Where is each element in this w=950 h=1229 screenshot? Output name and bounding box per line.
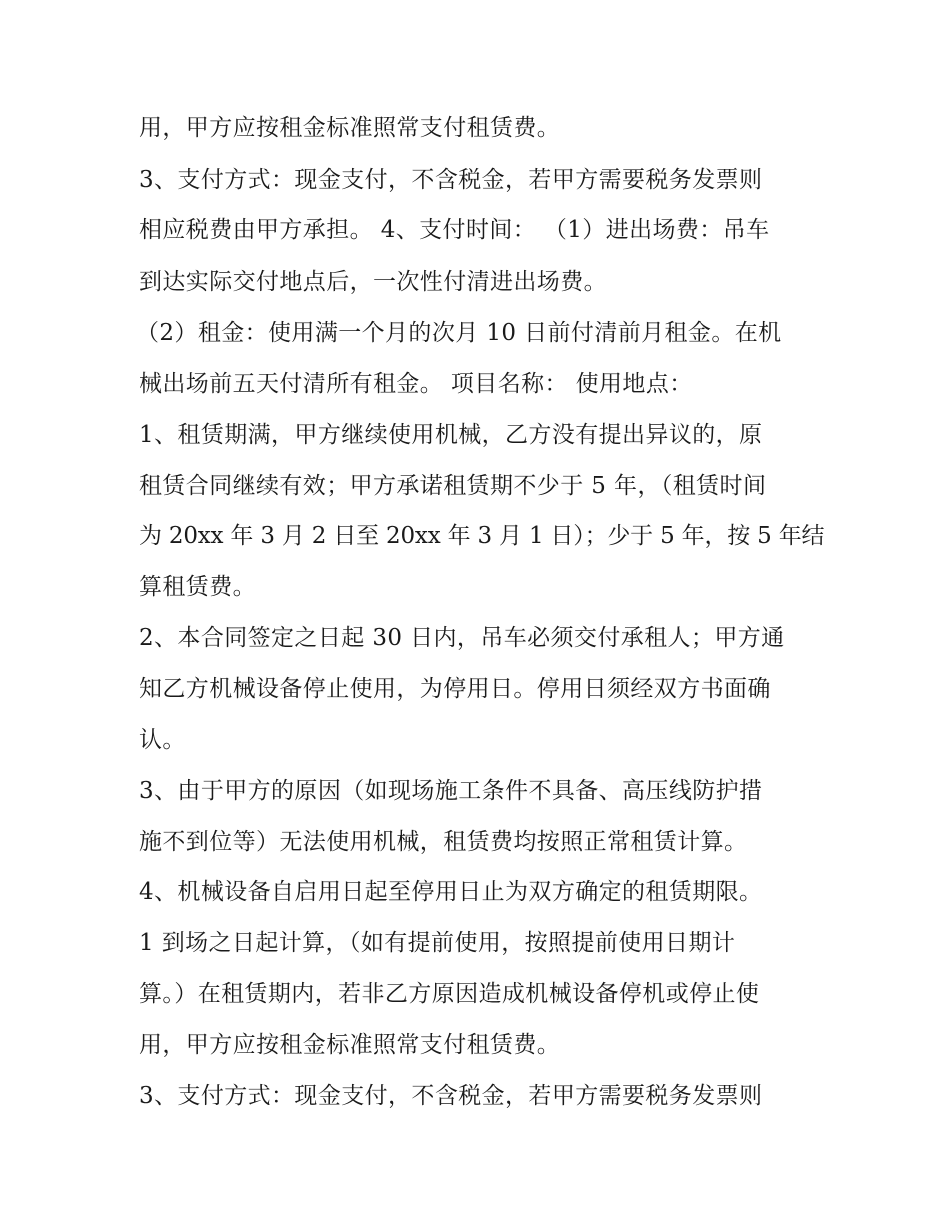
text-line: 1、租赁期满，甲方继续使用机械，乙方没有提出异议的，原 <box>139 422 763 448</box>
text-line: 3、支付方式：现金支付，不含税金，若甲方需要税务发票则 <box>139 167 763 193</box>
text-line: 相应税费由甲方承担。 4、支付时间： （1）进出场费：吊车 <box>139 217 770 243</box>
text-line: 算。）在租赁期内，若非乙方原因造成机械设备停机或停止使 <box>139 981 760 1007</box>
text-line: 到达实际交付地点后，一次性付清进出场费。 <box>139 269 607 295</box>
text-line: 3、由于甲方的原因（如现场施工条件不具备、高压线防护措 <box>139 778 763 804</box>
text-line: 械出场前五天付清所有租金。 项目名称： 使用地点： <box>139 371 693 397</box>
text-line: 2、本合同签定之日起 30 日内，吊车必须交付承租人；甲方通 <box>139 625 785 651</box>
text-line: 1 到场之日起计算，（如有提前使用，按照提前使用日期计 <box>139 930 736 956</box>
text-line: 用，甲方应按租金标准照常支付租赁费。 <box>139 1032 561 1058</box>
text-line: 4、机械设备自启用日起至停用日止为双方确定的租赁期限。 <box>139 879 763 905</box>
text-line: 3、支付方式：现金支付，不含税金，若甲方需要税务发票则 <box>139 1083 763 1109</box>
text-line: 租赁合同继续有效；甲方承诺租赁期不少于 5 年，（租赁时间 <box>139 473 767 499</box>
text-line: 施不到位等）无法使用机械，租赁费均按照正常租赁计算。 <box>139 829 748 855</box>
text-line: 为 20xx 年 3 月 2 日至 20xx 年 3 月 1 日）；少于 5 年，按 5 年结 <box>139 523 825 549</box>
text-line: （2）租金：使用满一个月的次月 10 日前付清前月租金。在机 <box>136 320 782 346</box>
text-line: 知乙方机械设备停止使用，为停用日。停用日须经双方书面确 <box>139 676 771 702</box>
text-line: 算租赁费。 <box>139 574 256 600</box>
text-line: 认。 <box>139 727 186 753</box>
text-line: 用，甲方应按租金标准照常支付租赁费。 <box>139 115 561 141</box>
